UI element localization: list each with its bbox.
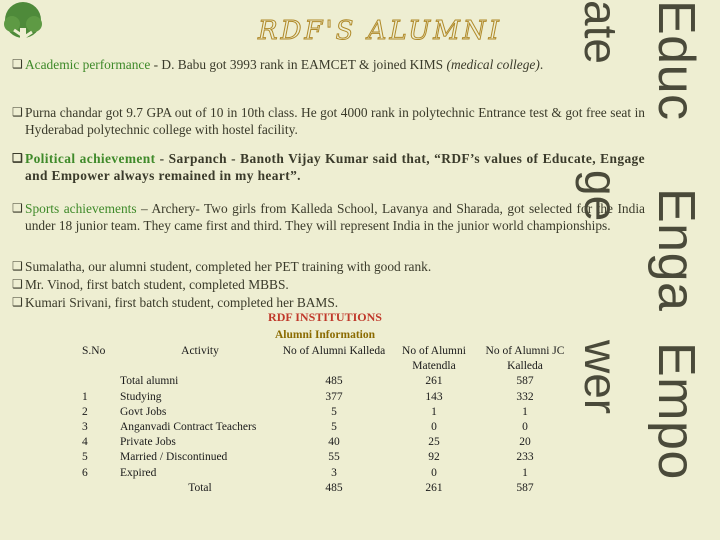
cell-activity: Private Jobs	[120, 436, 176, 449]
cell-kalleda: 40	[328, 436, 340, 449]
header-matendla: No of Alumni Matendla	[402, 345, 466, 373]
cell-activity: Studying	[120, 390, 162, 403]
table-body	[82, 390, 570, 481]
text-academic-end: .	[539, 57, 544, 72]
institutions-title: RDF INSTITUTIONS	[268, 310, 382, 324]
table-header-row	[82, 344, 570, 374]
cell-jc: 1	[522, 466, 528, 479]
cell-total-matendla: 261	[425, 481, 443, 494]
label-political: Political achievement	[25, 151, 156, 166]
cell-kalleda: 5	[331, 405, 337, 418]
cell-matendla: 92	[428, 451, 440, 464]
cell-matendla: 261	[425, 375, 443, 388]
header-kalleda: No of Alumni Kalleda	[282, 345, 386, 357]
side-word-enga: Enga	[647, 188, 705, 312]
paragraph-academic	[12, 56, 645, 73]
text-academic-italic: (medical college)	[446, 57, 540, 72]
label-academic: Academic performance	[25, 57, 151, 72]
text-academic: - D. Babu got 3993 rank in EAMCET & joined KIMS	[150, 57, 447, 72]
header-sno: S.No	[82, 345, 106, 357]
tree-logo-icon	[0, 0, 46, 58]
institutions-subtitle: Alumni Information	[275, 329, 375, 341]
text-vinod: Mr. Vinod, first batch student, completed MBBS.	[25, 277, 289, 292]
checkbox-bullet-icon: ❑	[12, 201, 23, 215]
cell-activity: Expired	[120, 466, 157, 479]
cell-matendla: 143	[425, 390, 443, 403]
cell-kalleda: 55	[328, 451, 340, 464]
table-row	[82, 450, 570, 465]
cell-kalleda: 3	[331, 466, 337, 479]
cell-jc: 0	[522, 421, 528, 434]
header-jc: No of Alumni JC Kalleda	[485, 345, 565, 373]
text-sports: – Archery- Two girls from Kalleda School, Lavanya and Sharada, got selected for the India under 18 junior team. They came first and third. They will represent India in the junior world championships.	[25, 201, 645, 233]
checkbox-bullet-icon: ❑	[12, 277, 23, 291]
cell-sno: 3	[82, 421, 88, 434]
paragraph-political	[12, 150, 645, 184]
cell-total-kalleda: 485	[325, 481, 343, 494]
cell-activity: Married / Discontinued	[120, 451, 228, 464]
label-sports: Sports achievements	[25, 201, 137, 216]
text-purna: Purna chandar got 9.7 GPA out of 10 in 10th class. He got 4000 rank in polytechnic Entrance test & got free seat in Hyderabad polytechnic college with hostel facility.	[25, 105, 645, 137]
side-word-ge: ge	[575, 170, 627, 222]
table-row	[82, 435, 570, 450]
table-row-total	[82, 481, 570, 496]
header-activity: Activity	[181, 345, 219, 357]
cell-activity: Govt Jobs	[120, 405, 167, 418]
cell-activity: Anganvadi Contract Teachers	[120, 421, 257, 434]
side-word-educ: Educ	[647, 0, 705, 121]
page-title: RDF'S ALUMNI	[258, 16, 502, 46]
cell-total-label: Total	[188, 481, 212, 494]
paragraph-sports	[12, 200, 645, 234]
text-srivani: Kumari Srivani, first batch student, completed her BAMS.	[25, 295, 339, 310]
checkbox-bullet-icon: ❑	[12, 105, 23, 119]
paragraph-purna	[12, 104, 645, 138]
cell-jc: 1	[522, 405, 528, 418]
cell-jc: 332	[516, 390, 534, 403]
table-row	[82, 405, 570, 420]
cell-sno: 6	[82, 466, 88, 479]
checkbox-bullet-icon: ❑	[12, 57, 23, 71]
cell-matendla: 1	[431, 405, 437, 418]
cell-matendla: 0	[431, 466, 437, 479]
cell-sno: 2	[82, 405, 88, 418]
cell-matendla: 0	[431, 421, 437, 434]
table-row-total-alumni	[82, 374, 570, 389]
cell-matendla: 25	[428, 436, 440, 449]
checkbox-bullet-icon: ❑	[12, 295, 23, 309]
cell-kalleda: 377	[325, 390, 343, 403]
cell-sno: 5	[82, 451, 88, 464]
cell-jc: 20	[519, 436, 531, 449]
paragraph-srivani	[12, 294, 645, 311]
side-word-wer: wer	[575, 340, 627, 415]
table-row	[82, 420, 570, 435]
cell-sno: 1	[82, 390, 88, 403]
cell-jc: 587	[516, 375, 534, 388]
table-row	[82, 466, 570, 481]
side-word-empo: Empo	[647, 342, 705, 480]
paragraph-sumalatha	[12, 258, 645, 275]
cell-kalleda: 5	[331, 421, 337, 434]
checkbox-bullet-icon: ❑	[12, 151, 24, 165]
paragraph-vinod	[12, 276, 645, 293]
text-sumalatha: Sumalatha, our alumni student, completed her PET training with good rank.	[25, 259, 432, 274]
cell-jc: 233	[516, 451, 534, 464]
text-political: - Sarpanch - Banoth Vijay Kumar said that, “RDF’s values of Educate, Engage and Empower always remained in my heart”.	[25, 151, 645, 183]
alumni-table	[82, 344, 570, 496]
cell-activity: Total alumni	[120, 375, 179, 388]
cell-sno: 4	[82, 436, 88, 449]
cell-kalleda: 485	[325, 375, 343, 388]
side-word-ate: ate	[575, 0, 627, 64]
checkbox-bullet-icon: ❑	[12, 259, 23, 273]
table-row	[82, 390, 570, 405]
cell-total-jc: 587	[516, 481, 534, 494]
